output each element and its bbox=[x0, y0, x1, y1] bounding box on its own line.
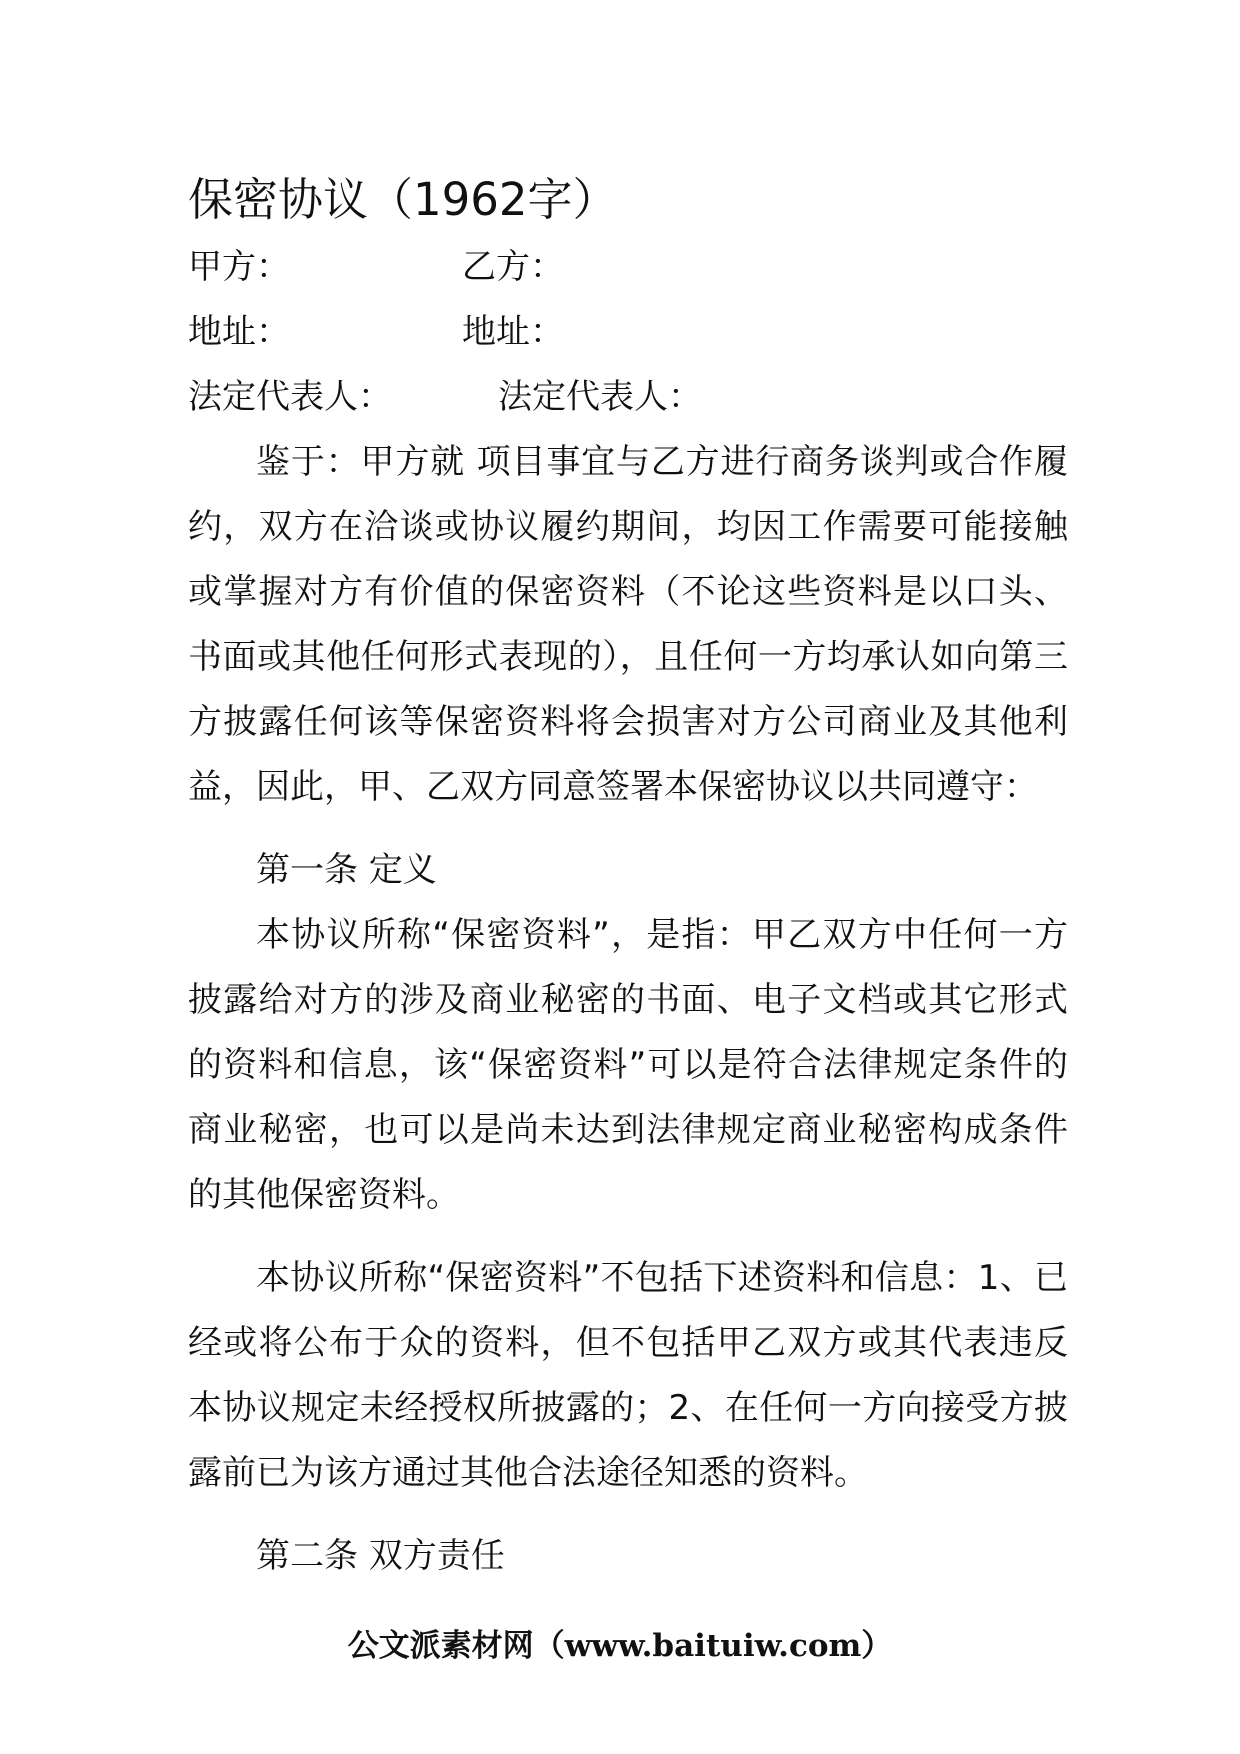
party-row bbox=[188, 235, 1068, 300]
address-a-label: 地址： bbox=[188, 312, 290, 352]
article-1-paragraph-2: 本协议所称“保密资料”不包括下述资料和信息：1、已经或将公布于众的资料，但不包括甲乙双方或其代表违反本协议规定未经授权所披露的；2、在任何一方向接受方披露前已为该方通过其他合法途径知悉的资料。 bbox=[188, 1258, 1068, 1493]
article-1-paragraph-1: 本协议所称“保密资料”，是指：甲乙双方中任何一方披露给对方的涉及商业秘密的书面、电子文档或其它形式的资料和信息，该“保密资料”可以是符合法律规定条件的商业秘密，也可以是尚未达到法律规定商业秘密构成条件的其他保密资料。 bbox=[188, 915, 1068, 1215]
party-b-label: 乙方： bbox=[462, 247, 564, 287]
representative-b-label: 法定代表人： bbox=[498, 377, 702, 417]
representative-row bbox=[188, 365, 1068, 430]
document-body bbox=[188, 165, 1068, 1589]
document-title: 保密协议（1962字） bbox=[188, 173, 618, 226]
page-footer: 公文派素材网（www.baituiw.com） bbox=[347, 1628, 893, 1664]
address-row bbox=[188, 300, 1068, 365]
article-1-heading: 第一条 定义 bbox=[256, 850, 437, 890]
recital-paragraph: 鉴于：甲方就 项目事宜与乙方进行商务谈判或合作履约，双方在洽谈或协议履约期间，均因工作需要可能接触或掌握对方有价值的保密资料（不论这些资料是以口头、书面或其他任何形式表现的），且任何一方均承认如向第三方披露任何该等保密资料将会损害对方公司商业及其他利益，因此，甲、乙双方同意签署本保密协议以共同遵守： bbox=[188, 442, 1068, 807]
article-2-heading: 第二条 双方责任 bbox=[256, 1536, 505, 1576]
representative-a-label: 法定代表人： bbox=[188, 377, 392, 417]
party-a-label: 甲方： bbox=[188, 247, 290, 287]
address-b-label: 地址： bbox=[462, 312, 564, 352]
